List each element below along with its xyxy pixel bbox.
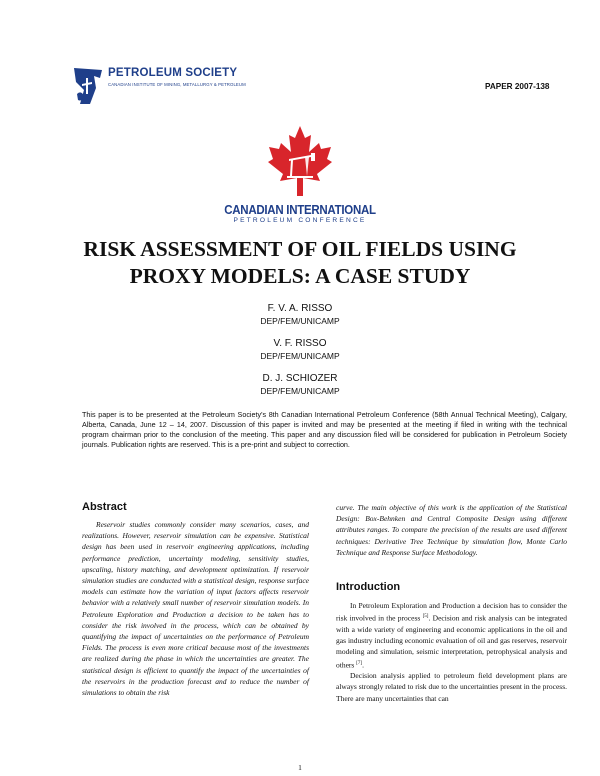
presentation-notice: This paper is to be presented at the Petroleum Society's 8th Canadian International Petroleum Conference (58th Annual Technical Meeting), Calgary, Alberta, Canada, June 12 – 14, 2007. Discussion of this paper is invited and may be presented at the meeting if filed in writing with the technical program chairman prior to the conclusion of the meeting. This paper and any discussion filed will be considered for publication in Petroleum Society journals. Publication rights are reserved. This is a pre-print and subject to correction. [82,410,567,449]
conference-name-line2: PETROLEUM CONFERENCE [233,217,367,224]
abstract-heading: Abstract [82,501,127,513]
page-number: 1 [298,763,302,772]
society-subtitle: CANADIAN INSTITUTE OF MINING, METALLURGY & PETROLEUM [108,82,246,87]
author-name-2: V. F. RISSO [273,338,327,349]
author-affiliation-1: DEP/FEM/UNICAMP [260,316,340,326]
paper-title [40,236,560,290]
maple-leaf-oil-rig-icon [267,124,333,204]
author-name-1: F. V. A. RISSO [267,303,333,314]
paper-number: PAPER 2007-138 [485,82,550,91]
author-affiliation-2: DEP/FEM/UNICAMP [260,351,340,361]
abstract-body: Reservoir studies commonly consider many scenarios, cases, and realizations. However, reservoir simulation can be expensive. Statistical design has been used in reservoir engineering applications, including performance prediction, uncertainty modeling, sensitivity studies, upscaling, history matching, and development optimization. If reservoir simulation studies are conducted with a statistical design, response surface models can estimate how the variation of input factors affects reservoir behavior with a relatively small number of reservoir simulation models. In Petroleum Exploration and Production a decision to be taken has to consider the risk involved in the process, which can be obtained by quantifying the impact of uncertainties on the performance of Petroleum Fields. The process is even more critical because most of the investments are realized during the phase in which the uncertainties are greater. The statistical design is efficient to quantify the impact of the uncertainties of the reservoirs in the production forecast and to reduce the number of simulations to obtain the risk [82,520,309,698]
introduction-paragraph-2: Decision analysis applied to petroleum field development plans are always strongly related to risk due to the uncertainties present in the process. There are many uncertainties that can [336,671,567,703]
society-name: PETROLEUM SOCIETY [108,67,238,79]
citation-ref: [5] [422,614,429,620]
introduction-heading: Introduction [336,581,401,593]
title-line-1: RISK ASSESSMENT OF OIL FIELDS USING [83,237,517,261]
conference-name-line1: CANADIAN INTERNATIONAL [224,203,376,217]
citation-ref: [7] [356,660,363,666]
introduction-body [336,600,567,704]
abstract-continuation: curve. The main objective of this work is the application of the Statistical Design: Box-Behnken and Central Composite Design using different attributes ranges. To compare the precision of the results are used different techniques: Derivative Tree Technique by simulation flow, Monte Carlo Technique and Response Surface Methodology. [336,503,567,557]
intro-text-part: . Decision and risk analysis can be integrated with a wide variety of engineering and economic applications in the oil and gas industry including economic evaluation of oil and gas reserves, reservoir modeling and simulation, seismic interpretation, petrophysical analysis and others [336,613,567,670]
title-line-2: PROXY MODELS: A CASE STUDY [129,264,471,288]
petroleum-society-logo-icon [72,64,106,106]
introduction-paragraph-1 [336,600,567,670]
author-affiliation-3: DEP/FEM/UNICAMP [260,386,340,396]
author-name-3: D. J. SCHIOZER [262,373,338,384]
intro-text-part: In Petroleum Exploration and Production a decision has to consider the risk involved in the process [336,601,567,623]
intro-text-part: . [362,660,364,670]
